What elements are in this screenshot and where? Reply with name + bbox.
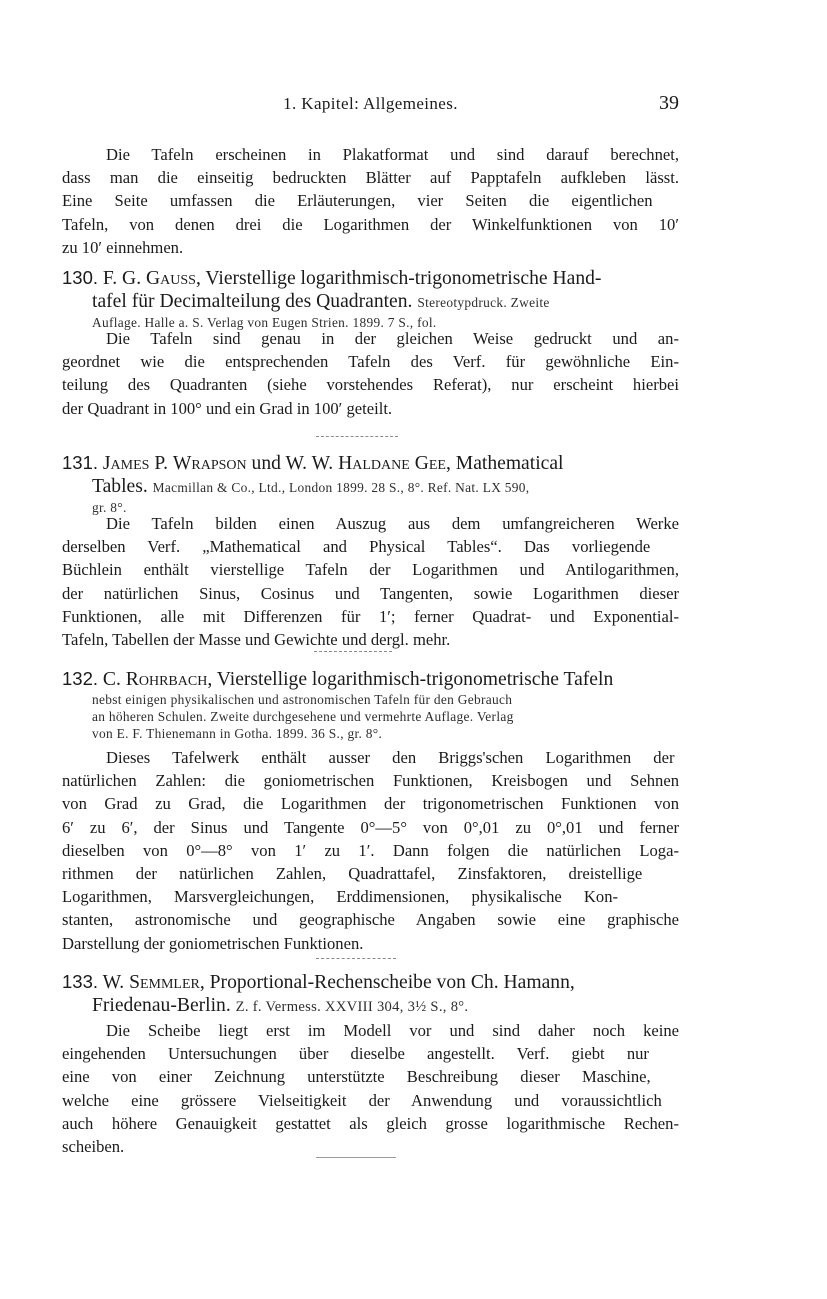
entry-title-cont: tafel für Decimalteilung des Quadranten.	[92, 291, 413, 312]
text-line: Darstellung der goniometrischen Funktionen.	[62, 933, 364, 953]
author-initials: James P.	[102, 453, 168, 474]
text-line: geordnet wie die entsprechenden Tafeln des Verf. für gewöhnliche Ein-	[62, 352, 679, 372]
publication-info	[62, 691, 679, 742]
text-line: Dieses Tafelwerk enthält ausser den Briggs'schen Logarithmen der	[106, 748, 675, 767]
text-line: stanten, astronomische und geographische Angaben sowie eine graphische	[62, 910, 679, 930]
author-name: Rohrbach,	[125, 669, 213, 690]
text-line: Die Tafeln sind genau in der gleichen Weise gedruckt und an-	[106, 329, 679, 348]
text-line: Die Tafeln bilden einen Auszug aus dem umfangreicheren Werke	[106, 514, 679, 533]
text-line: 6′ zu 6′, der Sinus und Tangente 0°—5° von 0°,01 zu 0°,01 und ferner	[62, 817, 679, 837]
text-line: Die Tafeln erscheinen in Plakatformat und sind darauf berechnet,	[106, 145, 679, 164]
entry-132-text	[62, 746, 679, 955]
text-line: dass man die einseitig bedruckten Blätter auf Papptafeln aufkleben lässt.	[62, 168, 679, 188]
text-line: der natürlichen Sinus, Cosinus und Tangenten, sowie Logarithmen dieser	[62, 583, 679, 603]
text-line: eine von einer Zeichnung unterstützte Beschreibung dieser Maschine,	[62, 1067, 651, 1087]
entry-heading	[62, 451, 679, 499]
entry-number: 132.	[62, 668, 99, 689]
entry-title-cont: Tables.	[92, 476, 148, 497]
page-header	[62, 94, 679, 118]
author-name: Gauss,	[146, 268, 201, 289]
entry-title-cont: Friedenau-Berlin.	[92, 995, 231, 1016]
author-name: Semmler,	[129, 972, 205, 993]
author-initials: W. W.	[285, 453, 334, 474]
entry-number: 131.	[62, 452, 99, 473]
author-initials: F. G.	[102, 268, 142, 289]
text-line: auch höhere Genauigkeit gestattet als gleich grosse logarithmische Rechen-	[62, 1113, 679, 1133]
text-line: welche eine grössere Vielseitigkeit der Anwendung und voraussichtlich	[62, 1090, 662, 1110]
author-name: Wrapson	[172, 453, 247, 474]
entry-title: Mathematical	[455, 453, 564, 474]
entry-131	[62, 451, 679, 516]
intro-paragraph	[62, 143, 679, 259]
entry-heading	[62, 970, 679, 1019]
text-line: scheiben.	[62, 1137, 125, 1157]
separator-rule	[314, 651, 392, 652]
text-line: Die Scheibe liegt erst im Modell vor und sind daher noch keine	[106, 1021, 679, 1040]
separator-rule	[316, 958, 396, 959]
meta-line: von E. F. Thienemann in Gotha. 1899. 36 S., gr. 8°.	[92, 726, 383, 741]
text-line: Logarithmen, Marsvergleichungen, Erddimensionen, physikalische Kon-	[62, 887, 619, 907]
text-line: teilung des Quadranten (siehe vorstehendes Referat), nur erscheint hierbei	[62, 375, 679, 395]
text-line: rithmen der natürlichen Zahlen, Quadrattafel, Zinsfaktoren, dreistellige	[62, 864, 643, 884]
entry-number: 133.	[62, 971, 99, 992]
meta-line: nebst einigen physikalischen und astronomischen Tafeln für den Gebrauch	[92, 692, 513, 707]
entry-number: 130.	[62, 267, 99, 288]
text-line: Eine Seite umfassen die Erläuterungen, vier Seiten die eigentlichen	[62, 191, 653, 211]
text-line: natürlichen Zahlen: die goniometrischen Funktionen, Kreisbogen und Sehnen	[62, 771, 679, 791]
text-line: eingehenden Untersuchungen über dieselbe angestellt. Verf. giebt nur	[62, 1044, 649, 1064]
entry-133	[62, 970, 679, 1019]
separator-rule	[316, 436, 398, 437]
text-line: Büchlein enthält vierstellige Tafeln der Logarithmen und Antilogarithmen,	[62, 560, 679, 580]
publication-info: Macmillan & Co., Ltd., London 1899. 28 S., 8°. Ref. Nat. LX 590,	[152, 480, 530, 495]
text-line: Funktionen, alle mit Differenzen für 1′; ferner Quadrat- und Exponential-	[62, 606, 679, 626]
publication-info: Z. f. Vermess. XXVIII 304, 3½ S., 8°.	[235, 999, 469, 1015]
entry-title: Vierstellige logarithmisch-trigonometrische Hand-	[205, 268, 602, 289]
author-name: Haldane Gee,	[338, 453, 451, 474]
text-line: derselben Verf. „Mathematical and Physical Tables“. Das vorliegende	[62, 537, 651, 557]
entry-130	[62, 266, 679, 331]
publication-info: Stereotypdruck. Zweite	[417, 295, 550, 310]
entry-heading	[62, 266, 679, 314]
entry-title: Vierstellige logarithmisch-trigonometrische Tafeln	[216, 669, 614, 690]
text-line: von Grad zu Grad, die Logarithmen der trigonometrischen Funktionen von	[62, 794, 679, 814]
text-line: Tafeln, von denen drei die Logarithmen der Winkelfunktionen von 10′	[62, 214, 679, 234]
author-initials: C.	[102, 669, 121, 690]
entry-heading	[62, 667, 679, 691]
entry-131-text	[62, 512, 679, 651]
entry-title: Proportional-Rechenscheibe von Ch. Hamann,	[209, 972, 575, 993]
entry-133-text	[62, 1019, 679, 1158]
text-line: zu 10′ einnehmen.	[62, 237, 184, 257]
text-line: dieselben von 0°—8° von 1′ zu 1′. Dann folgen die natürlichen Loga-	[62, 840, 679, 860]
separator-rule	[316, 1157, 396, 1158]
running-title: 1. Kapitel: Allgemeines.	[283, 94, 458, 113]
page-number: 39	[659, 92, 679, 114]
author-connector: und	[251, 453, 281, 474]
text-line: der Quadrant in 100° und ein Grad in 100′ geteilt.	[62, 398, 393, 418]
text-line: Tafeln, Tabellen der Masse und Gewichte und dergl. mehr.	[62, 630, 451, 650]
entry-132	[62, 667, 679, 742]
meta-line: Auflage. Halle a. S. Verlag von Eugen Strien. 1899. 7 S., fol.	[92, 315, 437, 330]
author-initials: W.	[102, 972, 125, 993]
meta-line: an höheren Schulen. Zweite durchgesehene und vermehrte Auflage. Verlag	[92, 709, 514, 724]
meta-line: gr. 8°.	[92, 500, 127, 515]
entry-130-text	[62, 327, 679, 420]
